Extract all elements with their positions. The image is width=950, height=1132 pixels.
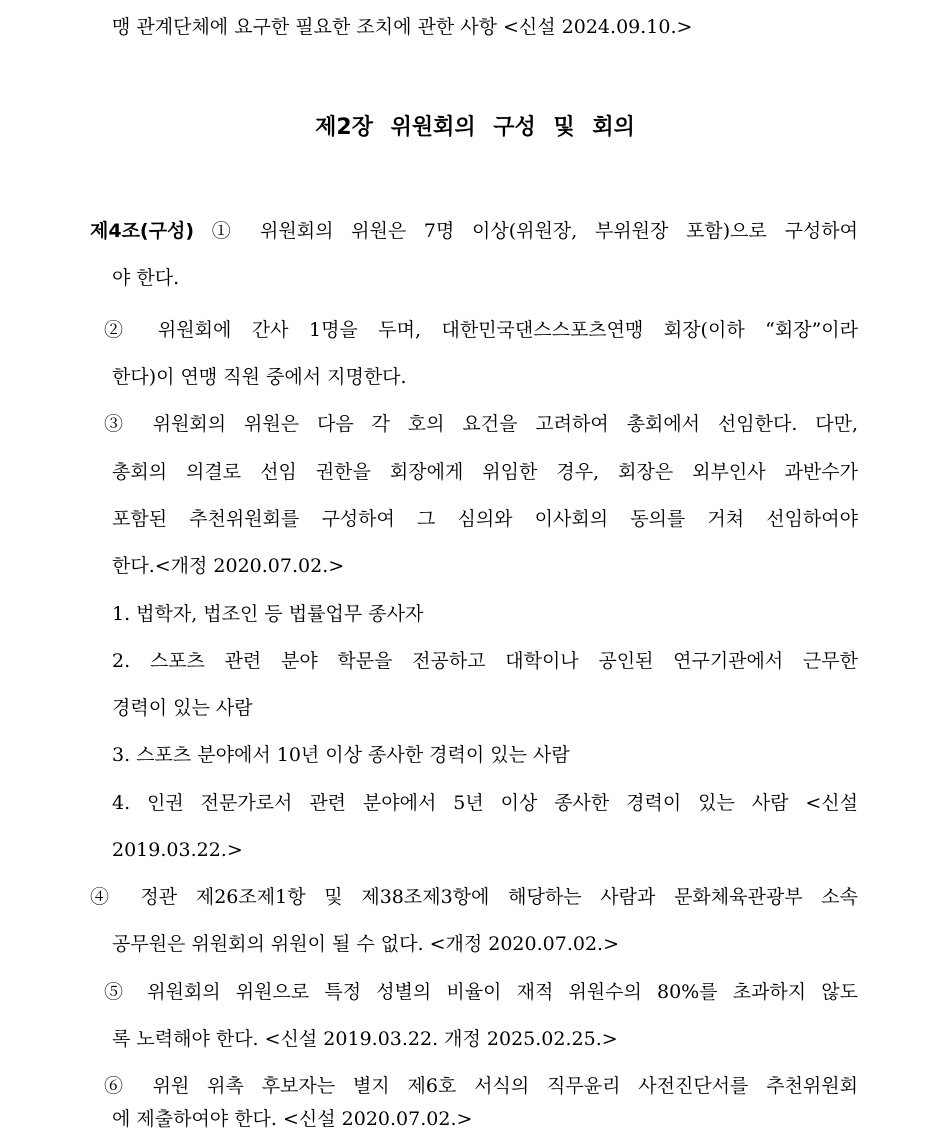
paragraph-4-line-2: 공무원은 위원회의 위원이 될 수 없다. <개정 2020.07.02.> [112,933,620,955]
chapter-title: 제2장 위원회의 구성 및 회의 [315,115,635,140]
paragraph-2-continuation: 한다)이 연맹 직원 중에서 지명한다. [112,366,407,388]
paragraph-4-line-1: ④ 정관 제26조제1항 및 제38조제3항에 해당하는 사람과 문화체육관광부 소속 [90,886,858,908]
paragraph-6-line-1: ⑥ 위원 위촉 후보자는 별지 제6호 서식의 직무윤리 사전진단서를 추천위원회 [104,1075,858,1097]
paragraph-6-line-2: 에 제출하여야 한다. <신설 2020.07.02.> [112,1108,473,1130]
list-item-4-line-2: 2019.03.22.> [112,839,243,861]
article-4-first-line [90,218,858,244]
list-item-2-line-1: 2. 스포츠 관련 분야 학문을 전공하고 대학이나 공인된 연구기관에서 근무한 [112,650,858,672]
list-item-3: 3. 스포츠 분야에서 10년 이상 종사한 경력이 있는 사람 [112,744,570,766]
paragraph-5-line-1: ⑤ 위원회의 위원으로 특정 성별의 비율이 재적 위원수의 80%를 초과하지 않도 [104,981,858,1003]
article-title: 제4조(구성) [90,220,195,242]
paragraph-3-line-3: 포함된 추천위원회를 구성하여 그 심의와 이사회의 동의를 거쳐 선임하여야 [112,508,858,530]
list-item-2-line-2: 경력이 있는 사람 [112,697,253,719]
paragraph-1-first-line: ① 위원회의 위원은 7명 이상(위원장, 부위원장 포함)으로 구성하여 [211,220,858,242]
paragraph-1-continuation: 야 한다. [112,267,180,289]
paragraph-2-first-line: ② 위원회에 간사 1명을 두며, 대한민국댄스스포츠연맹 회장(이하 “회장”이라 [104,319,858,341]
paragraph-5-line-2: 록 노력해야 한다. <신설 2019.03.22. 개정 2025.02.25.> [112,1028,618,1050]
list-item-1: 1. 법학자, 법조인 등 법률업무 종사자 [112,603,424,625]
paragraph-3-line-1: ③ 위원회의 위원은 다음 각 호의 요건을 고려하여 총회에서 선임한다. 다만, [104,413,858,435]
paragraph-3-line-2: 총회의 의결로 선임 권한을 회장에게 위임한 경우, 회장은 외부인사 과반수가 [112,461,858,483]
previous-article-tail: 맹 관계단체에 요구한 필요한 조치에 관한 사항 <신설 2024.09.10.> [112,16,693,38]
paragraph-3-line-4: 한다.<개정 2020.07.02.> [112,555,345,577]
list-item-4-line-1: 4. 인권 전문가로서 관련 분야에서 5년 이상 종사한 경력이 있는 사람 <신설 [112,792,858,814]
